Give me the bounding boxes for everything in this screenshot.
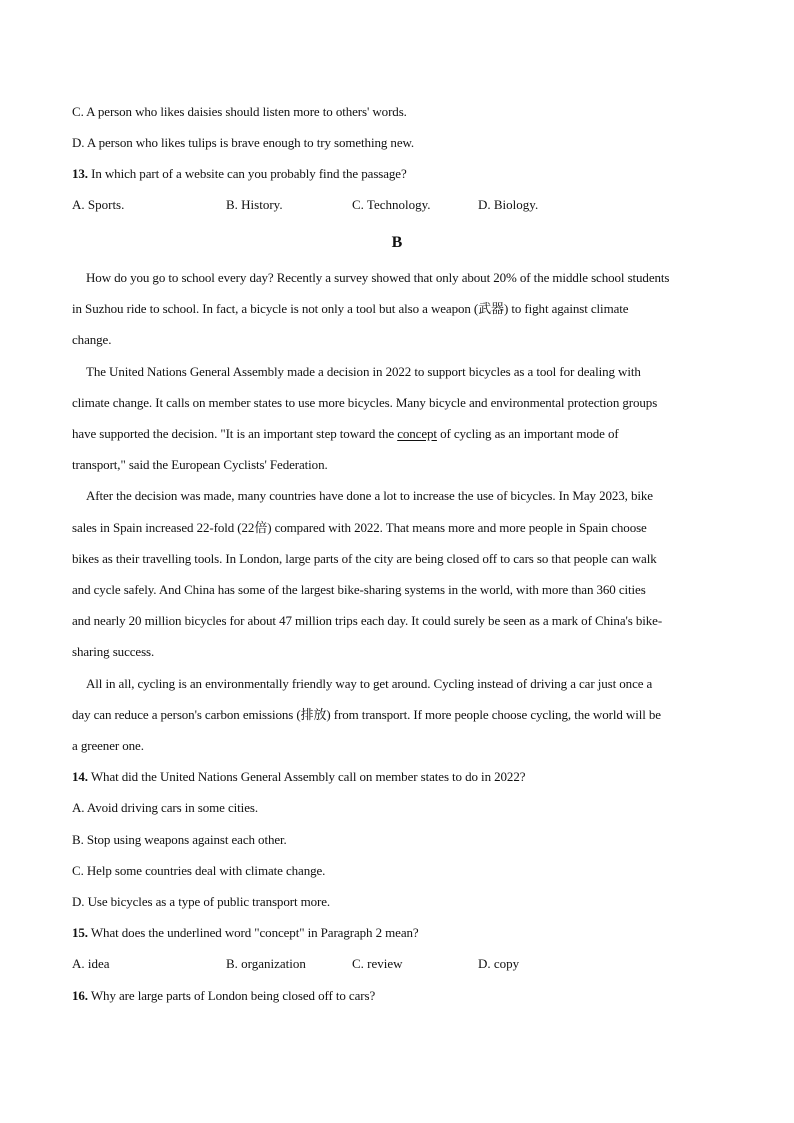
- passage-p1-line1: How do you go to school every day? Recently a survey showed that only about 20% of the middle school students: [86, 270, 670, 285]
- passage-p2-line4: transport," said the European Cyclists' Federation.: [72, 457, 328, 472]
- passage-p1-line2: in Suzhou ride to school. In fact, a bicycle is not only a tool but also a weapon (武器) to fight against climate: [72, 301, 629, 316]
- q15-number: 15.: [72, 925, 88, 940]
- q13-option-a: A. Sports.: [72, 197, 125, 212]
- passage-p3-line4: and cycle safely. And China has some of the largest bike-sharing systems in the world, with more than 360 cities: [72, 582, 646, 597]
- q13-option-b: B. History.: [226, 197, 283, 212]
- q15-option-d: D. copy: [478, 956, 520, 971]
- p2-line3-after: of cycling as an important mode of: [436, 426, 619, 441]
- passage-p1-line3: change.: [72, 332, 112, 347]
- section-title: B: [391, 234, 403, 251]
- q13-option-c: C. Technology.: [352, 197, 431, 212]
- q14-stem: [72, 769, 732, 785]
- q12-option-d: D. A person who likes tulips is brave enough to try something new.: [72, 135, 415, 150]
- q13-number: 13.: [72, 166, 88, 181]
- q14-option-b: B. Stop using weapons against each other.: [72, 832, 287, 847]
- q14-option-d: D. Use bicycles as a type of public transport more.: [72, 894, 331, 909]
- passage-p3-line5: and nearly 20 million bicycles for about 47 million trips each day. It could surely be seen as a mark of China's bike-: [72, 613, 663, 628]
- passage-p4-line2: day can reduce a person's carbon emissions (排放) from transport. If more people choose cycling, the world will be: [72, 707, 661, 722]
- p2-line3-before: have supported the decision. "It is an important step toward the: [72, 426, 398, 441]
- q13-stem: [72, 166, 732, 182]
- passage-p4-line1: All in all, cycling is an environmentally friendly way to get around. Cycling instead of driving a car just once a: [86, 676, 653, 691]
- q15-option-c: C. review: [352, 956, 403, 971]
- q14-option-c: C. Help some countries deal with climate change.: [72, 863, 326, 878]
- passage-p3-line2: sales in Spain increased 22-fold (22倍) compared with 2022. That means more and more people in Spain choose: [72, 520, 647, 535]
- q16-text: Why are large parts of London being closed off to cars?: [87, 988, 376, 1003]
- q15-option-a: A. idea: [72, 956, 110, 971]
- q14-number: 14.: [72, 769, 88, 784]
- underlined-word-concept: concept: [397, 426, 437, 441]
- passage-p4-line3: a greener one.: [72, 738, 144, 753]
- q13-option-d: D. Biology.: [478, 197, 539, 212]
- q16-number: 16.: [72, 988, 88, 1003]
- q13-text: In which part of a website can you probably find the passage?: [87, 166, 407, 181]
- passage-p3-line1: After the decision was made, many countries have done a lot to increase the use of bicycles. In May 2023, bike: [86, 488, 653, 503]
- passage-p3-line3: bikes as their travelling tools. In London, large parts of the city are being closed off to cars so that people can walk: [72, 551, 657, 566]
- passage-p2-line3: [72, 426, 732, 442]
- q14-text: What did the United Nations General Assembly call on member states to do in 2022?: [87, 769, 526, 784]
- q15-text: What does the underlined word "concept" in Paragraph 2 mean?: [87, 925, 419, 940]
- q15-stem: [72, 925, 732, 941]
- passage-p2-line1: The United Nations General Assembly made a decision in 2022 to support bicycles as a tool for dealing with: [86, 364, 641, 379]
- q15-option-b: B. organization: [226, 956, 306, 971]
- q14-option-a: A. Avoid driving cars in some cities.: [72, 800, 258, 815]
- q16-stem: [72, 988, 732, 1004]
- q12-option-c: C. A person who likes daisies should listen more to others' words.: [72, 104, 407, 119]
- passage-p3-line6: sharing success.: [72, 644, 155, 659]
- passage-p2-line2: climate change. It calls on member states to use more bicycles. Many bicycle and environmental protection groups: [72, 395, 658, 410]
